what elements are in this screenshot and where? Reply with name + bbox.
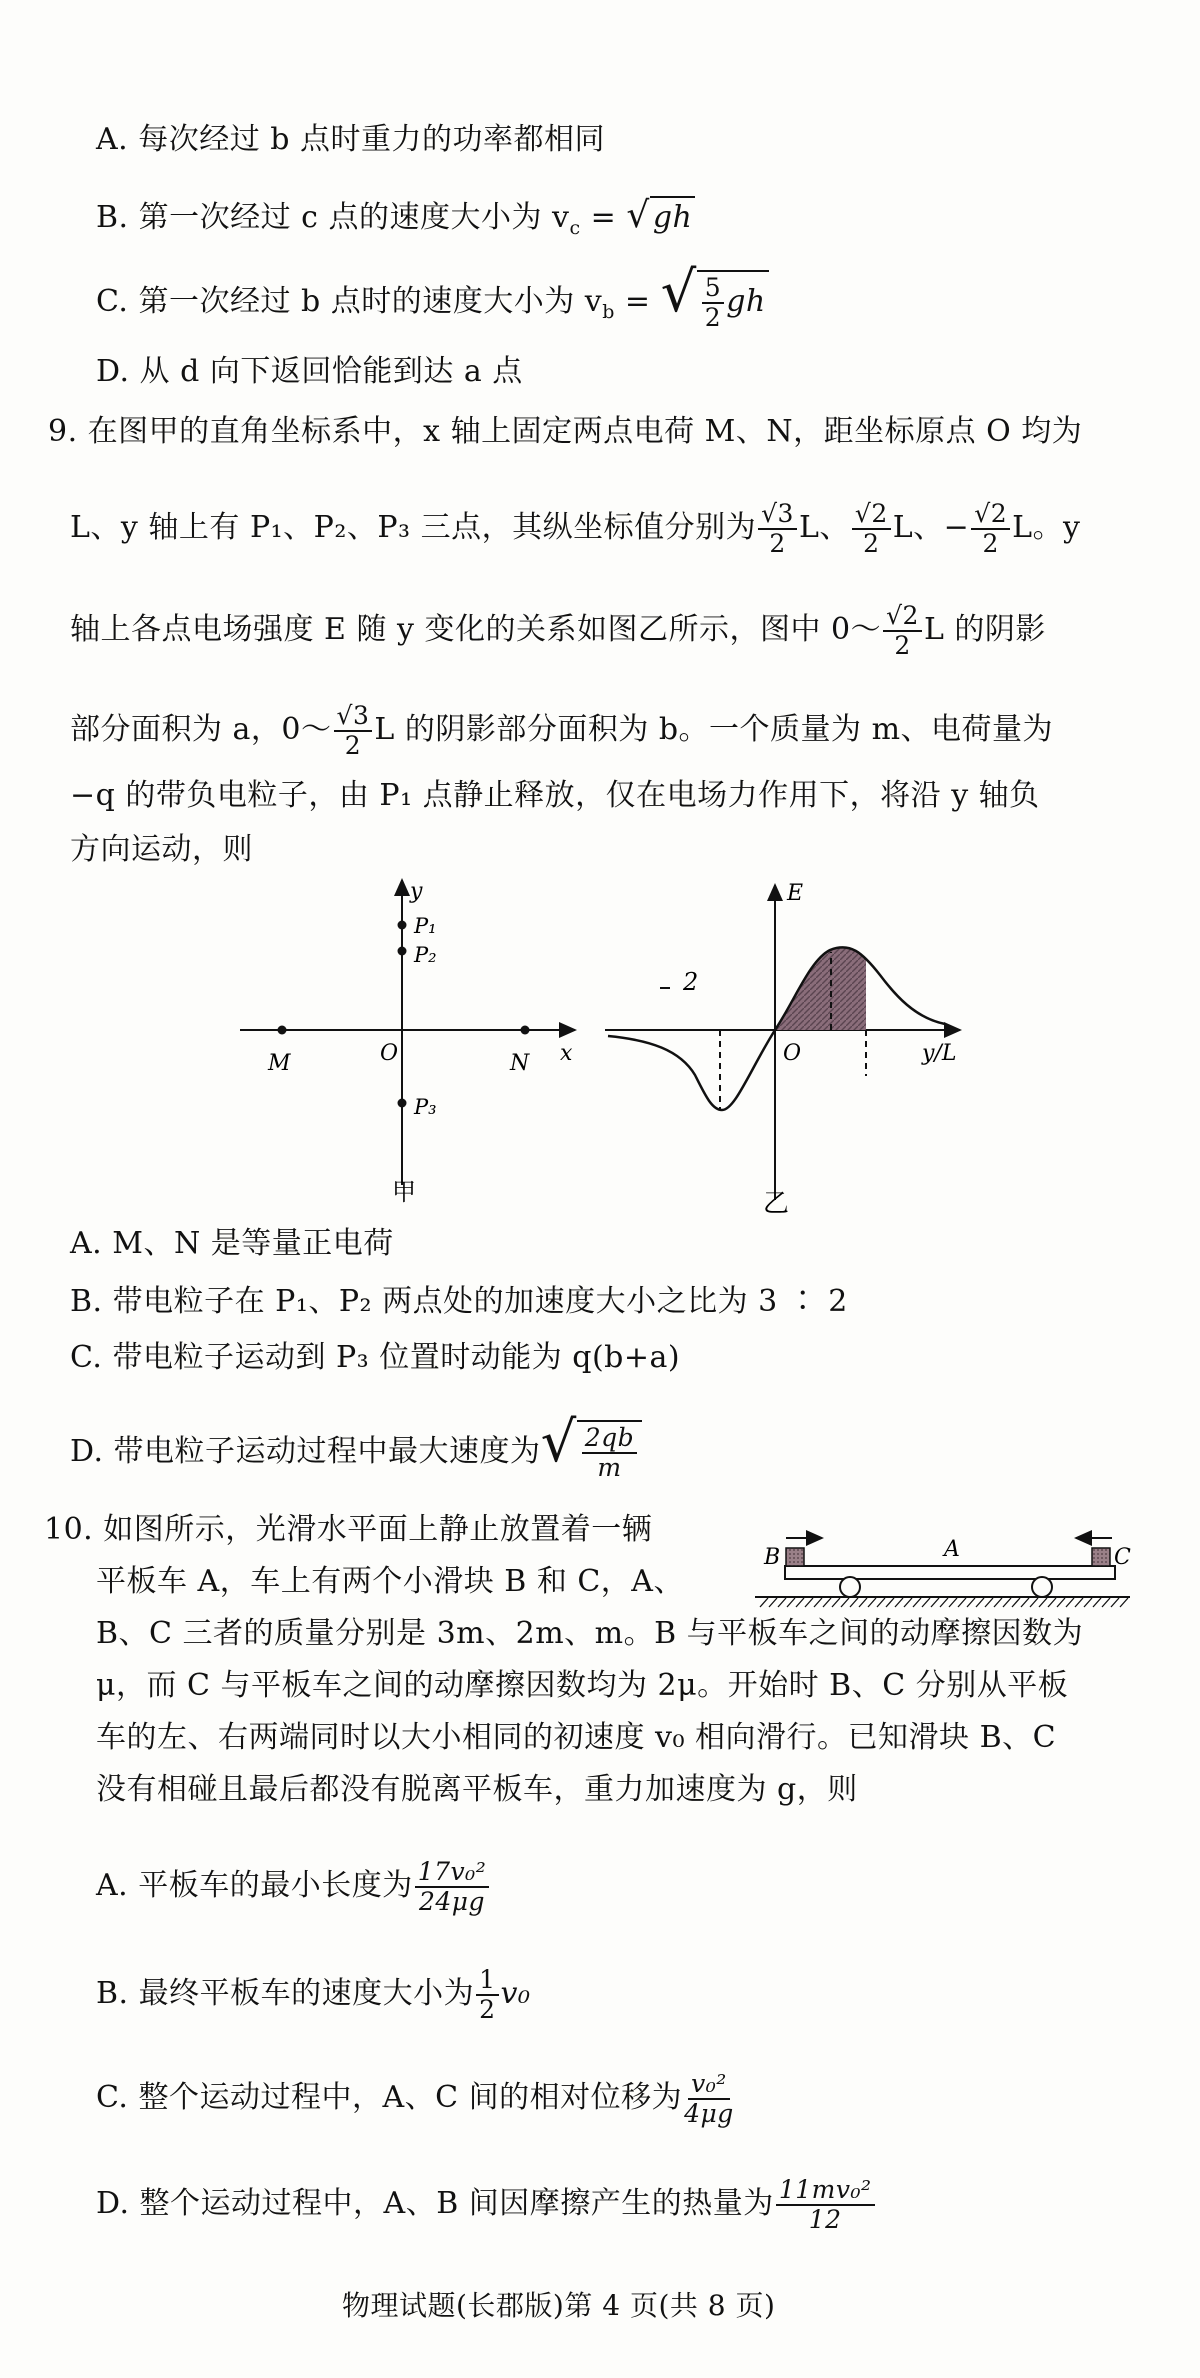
page-footer: 物理试题(长郡版)第 4 页(共 8 页) <box>342 2289 776 2322</box>
label-y: y <box>410 879 423 904</box>
frac-den: 2 <box>982 529 999 558</box>
ground-hatch-mark <box>958 1598 966 1607</box>
ground-hatch-mark <box>1057 1598 1065 1607</box>
ground-hatch-mark <box>922 1598 930 1607</box>
ground-hatch-mark <box>1111 1598 1119 1607</box>
ground-hatch-mark <box>1075 1598 1083 1607</box>
ground-hatch-mark <box>1021 1598 1029 1607</box>
frac-num: √2 <box>852 500 891 530</box>
frac-den: 2 <box>894 631 911 660</box>
ground-hatch-mark <box>1003 1598 1011 1607</box>
q9-line-3-b: L 的阴影 <box>923 612 1046 647</box>
q9-option-d-text: D. 带电粒子运动过程中最大速度为 <box>70 1434 541 1469</box>
q8-option-c-sub: b <box>602 301 615 323</box>
ground-hatch <box>760 1598 1128 1607</box>
q9-option-b: B. 带电粒子在 P₁、P₂ 两点处的加速度大小之比为 3 ∶ 2 <box>70 1284 848 1319</box>
sqrt-sign: √ <box>540 1410 577 1475</box>
frac-num: 1 <box>476 1966 498 1996</box>
frac-num: √3 <box>758 500 797 530</box>
frac-den: 2 <box>769 529 786 558</box>
ground-hatch-mark <box>1030 1598 1038 1607</box>
q9-line-2-c: L、− <box>892 510 970 545</box>
ground-hatch-mark <box>1066 1598 1074 1607</box>
q8-option-c-den: 2 <box>704 303 722 332</box>
yi-label-o: O <box>783 1041 802 1066</box>
q10-option-c <box>96 2070 736 2128</box>
q9-line-3-a: 轴上各点电场强度 E 随 y 变化的关系如图乙所示，图中 0～ <box>70 612 882 647</box>
ground-hatch-mark <box>940 1598 948 1607</box>
cart-wheel-right <box>1032 1577 1052 1597</box>
q8-option-c-text: C. 第一次经过 b 点时的速度大小为 v <box>96 284 603 319</box>
q10-option-d <box>96 2176 877 2234</box>
frac-den: 2 <box>479 1995 496 2024</box>
q10-option-c-text: C. 整个运动过程中，A、C 间的相对位移为 <box>96 2080 683 2115</box>
ground-hatch-mark <box>904 1598 912 1607</box>
label-m: M <box>268 1051 291 1076</box>
q9-line-4-a: 部分面积为 a，0～ <box>70 712 332 747</box>
ground-hatch-mark <box>760 1598 768 1607</box>
frac-num: 11mv₀² <box>776 2176 875 2206</box>
q9-line-2-d: L。y <box>1012 510 1081 545</box>
frac-num: √2 <box>971 500 1010 530</box>
ground-hatch-mark <box>814 1598 822 1607</box>
label-p1: P₁ <box>414 914 437 938</box>
q10-line-6: 没有相碰且最后都没有脱离平板车，重力加速度为 g，则 <box>96 1772 858 1807</box>
frac-num: √3 <box>334 702 373 732</box>
label-p2: P₂ <box>414 943 437 967</box>
ground-hatch-mark <box>949 1598 957 1607</box>
q10-line-2: 平板车 A，车上有两个小滑块 B 和 C，A、 <box>96 1564 684 1599</box>
frac-num: 17v₀² <box>415 1858 489 1888</box>
frac-num: 2qb <box>582 1424 637 1454</box>
sqrt-sign: √ <box>626 195 650 236</box>
q8-option-d: D. 从 d 向下返回恰能到达 a 点 <box>96 354 523 389</box>
ground-hatch-mark <box>850 1598 858 1607</box>
q10-option-b <box>96 1966 531 2024</box>
caption-yi: 乙 <box>763 1189 790 1219</box>
ground-hatch-mark <box>1039 1598 1047 1607</box>
ground-hatch-mark <box>1084 1598 1092 1607</box>
ground-hatch-mark <box>787 1598 795 1607</box>
frac-den: 2 <box>863 529 880 558</box>
q9-line-1: 9. 在图甲的直角坐标系中，x 轴上固定两点电荷 M、N，距坐标原点 O 均为 <box>48 414 1083 449</box>
q8-option-b-eq: = <box>580 200 627 235</box>
yi-label-axis: y/L <box>922 1041 957 1066</box>
frac-den: 24μg <box>418 1887 486 1916</box>
q8-option-c-post: gh <box>726 284 766 319</box>
ground-hatch-mark <box>967 1598 975 1607</box>
q10-option-a-text: A. 平板车的最小长度为 <box>96 1868 413 1903</box>
q9-option-c: C. 带电粒子运动到 P₃ 位置时动能为 q(b+a) <box>70 1340 681 1375</box>
ground-hatch-mark <box>796 1598 804 1607</box>
block-c <box>1092 1548 1110 1566</box>
ground-hatch-mark <box>778 1598 786 1607</box>
label-x: x <box>560 1041 573 1066</box>
ground-hatch-mark <box>859 1598 867 1607</box>
q10-option-b-text: B. 最终平板车的速度大小为 <box>96 1976 475 2011</box>
label-a: A <box>944 1537 960 1562</box>
caption-jia: 甲 <box>392 1178 416 1206</box>
label-o: O <box>380 1041 399 1066</box>
q9-line-2-b: L、 <box>798 510 850 545</box>
ground-hatch-mark <box>769 1598 777 1607</box>
q10-option-a <box>96 1858 491 1916</box>
yi-label-mark: 2 <box>683 968 699 996</box>
q9-line-5: −q 的带负电粒子，由 P₁ 点静止释放，仅在电场力作用下，将沿 y 轴负 <box>70 778 1040 813</box>
label-c: C <box>1114 1545 1131 1570</box>
cart-a-plate <box>785 1566 1115 1579</box>
ground-hatch-mark <box>1102 1598 1110 1607</box>
ground-hatch-mark <box>841 1598 849 1607</box>
label-p3: P₃ <box>414 1095 437 1119</box>
q8-option-c-num: 5 <box>702 274 724 304</box>
frac-den: 12 <box>808 2205 842 2234</box>
q9-line-6: 方向运动，则 <box>70 832 253 867</box>
q9-line-4-b: L 的阴影部分面积为 b。一个质量为 m、电荷量为 <box>374 712 1054 747</box>
ground-hatch-mark <box>1012 1598 1020 1607</box>
q8-option-b-text: B. 第一次经过 c 点的速度大小为 v <box>96 200 570 235</box>
frac-num: √2 <box>883 602 922 632</box>
q10-line-1: 10. 如图所示，光滑水平面上静止放置着一辆 <box>44 1512 653 1547</box>
ground-hatch-mark <box>931 1598 939 1607</box>
block-b <box>786 1548 804 1566</box>
frac-den: m <box>597 1453 622 1482</box>
sqrt-sign: √ <box>660 260 697 325</box>
q8-option-c-eq: = <box>614 284 661 319</box>
q8-option-b-radicand: gh <box>650 196 696 238</box>
q8-option-a: A. 每次经过 b 点时重力的功率都相同 <box>96 122 606 157</box>
ground-hatch-mark <box>1093 1598 1101 1607</box>
ground-hatch-mark <box>994 1598 1002 1607</box>
ground-hatch-mark <box>877 1598 885 1607</box>
ground-hatch-mark <box>832 1598 840 1607</box>
ground-hatch-mark <box>1120 1598 1128 1607</box>
q10-line-3: B、C 三者的质量分别是 3m、2m、m。B 与平板车之间的动摩擦因数为 <box>96 1616 1084 1651</box>
ground-hatch-mark <box>1048 1598 1056 1607</box>
yi-label-e: E <box>787 881 804 906</box>
q10-option-d-text: D. 整个运动过程中，A、B 间因摩擦产生的热量为 <box>96 2186 774 2221</box>
q10-line-4: μ，而 C 与平板车之间的动摩擦因数均为 2μ。开始时 B、C 分别从平板 <box>96 1668 1069 1703</box>
frac-den: 2 <box>344 731 362 760</box>
ground-hatch-mark <box>895 1598 903 1607</box>
q9-option-a: A. M、N 是等量正电荷 <box>70 1226 394 1261</box>
ground-hatch-mark <box>985 1598 993 1607</box>
label-b: B <box>764 1545 781 1570</box>
ground-hatch-mark <box>886 1598 894 1607</box>
q10-option-b-post: v₀ <box>500 1976 531 2011</box>
cart-wheel-left <box>840 1577 860 1597</box>
ground-hatch-mark <box>868 1598 876 1607</box>
ground-hatch-mark <box>805 1598 813 1607</box>
q9-line-2-a: L、y 轴上有 P₁、P₂、P₃ 三点，其纵坐标值分别为 <box>70 510 757 545</box>
label-n: N <box>510 1051 530 1076</box>
ground-hatch-mark <box>913 1598 921 1607</box>
q10-line-5: 车的左、右两端同时以大小相同的初速度 v₀ 相向滑行。已知滑块 B、C <box>96 1720 1057 1755</box>
ground-hatch-mark <box>976 1598 984 1607</box>
q8-option-b-sub: c <box>569 217 581 239</box>
frac-den: 4μg <box>684 2099 734 2128</box>
ground-hatch-mark <box>823 1598 831 1607</box>
frac-num: v₀² <box>688 2070 730 2100</box>
